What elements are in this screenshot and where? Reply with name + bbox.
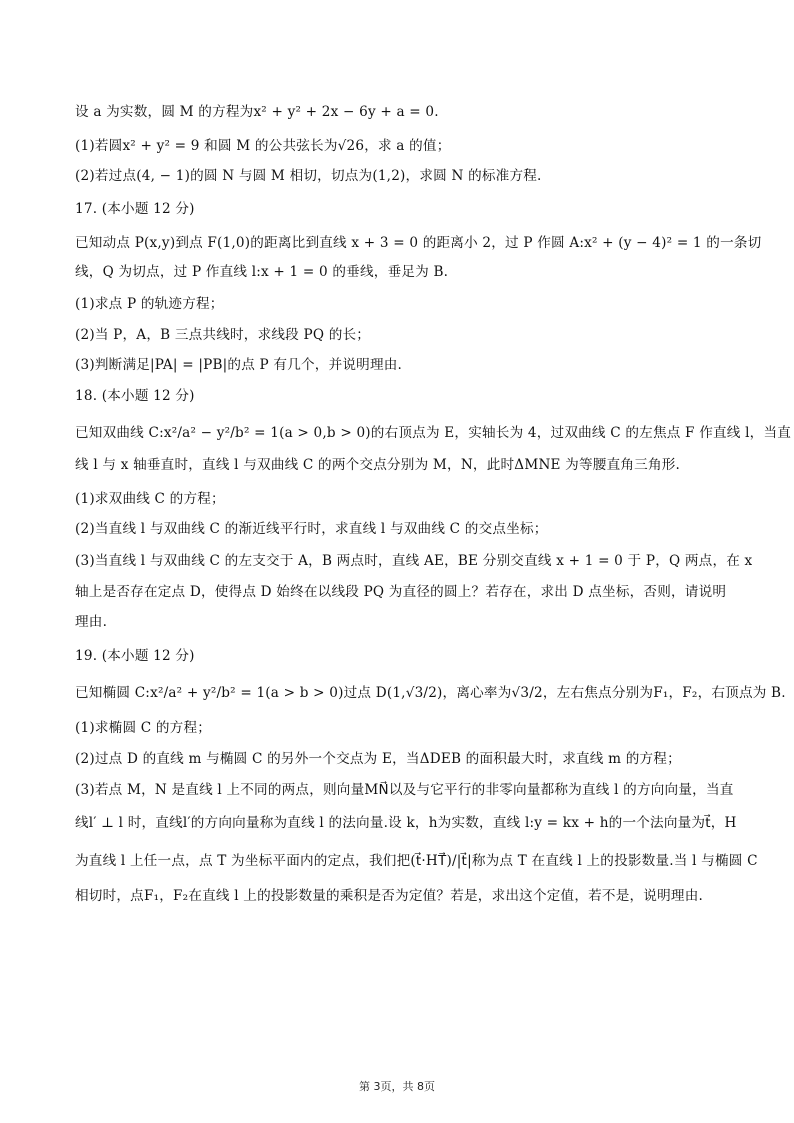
- p17-stem-line2: 线，Q 为切点，过 P 作直线 l:x + 1 = 0 的垂线，垂足为 B.: [75, 264, 449, 280]
- p18-stem-line1: 已知双曲线 C:x²/a² − y²/b² = 1(a > 0,b > 0)的右顶点为 E，实轴长为 4，过双曲线 C 的左焦点 F 作直线 l，当直: [75, 425, 792, 441]
- p19-stem: 已知椭圆 C:x²/a² + y²/b² = 1(a > b > 0)过点 D(1,√3/2)，离心率为√3/2，左右焦点分别为F₁，F₂，右顶点为 B.: [75, 685, 786, 701]
- p17-q2: (2)当 P，A，B 三点共线时，求线段 PQ 的长；: [75, 327, 371, 343]
- p17-header: 17. (本小题 12 分): [75, 201, 195, 217]
- p17-stem-line1: 已知动点 P(x,y)到点 F(1,0)的距离比到直线 x + 3 = 0 的距离小 2，过 P 作圆 A:x² + (y − 4)² = 1 的一条切: [75, 235, 762, 251]
- p18-q2: (2)当直线 l 与双曲线 C 的渐近线平行时，求直线 l 与双曲线 C 的交点坐标；: [75, 521, 548, 537]
- p16-q2: (2)若过点(4, − 1)的圆 N 与圆 M 相切，切点为(1,2)，求圆 N 的标准方程.: [75, 168, 542, 184]
- p17-q3: (3)判断满足|PA| = |PB|的点 P 有几个，并说明理由.: [75, 357, 403, 373]
- p18-q1: (1)求双曲线 C 的方程；: [75, 491, 225, 507]
- p19-header: 19. (本小题 12 分): [75, 648, 195, 664]
- p19-q1: (1)求椭圆 C 的方程；: [75, 720, 212, 736]
- p18-stem-line2: 线 l 与 x 轴垂直时，直线 l 与双曲线 C 的两个交点分别为 M，N，此时ΔMNE 为等腰直角三角形.: [75, 457, 681, 473]
- p18-header: 18. (本小题 12 分): [75, 388, 195, 404]
- p19-q3-line1: (3)若点 M，N 是直线 l 上不同的两点，则向量MN⃗以及与它平行的非零向量都称为直线 l 的方向向量，当直: [75, 782, 734, 798]
- p16-intro: 设 a 为实数，圆 M 的方程为x² + y² + 2x − 6y + a = 0.: [75, 104, 439, 120]
- p19-q2: (2)过点 D 的直线 m 与椭圆 C 的另外一个交点为 E，当ΔDEB 的面积最大时，求直线 m 的方程；: [75, 751, 681, 767]
- p19-q3-line2: 线l′ ⊥ l 时，直线l′的方向向量称为直线 l 的法向量.设 k，h为实数，直线 l:y = kx + h的一个法向量为t⃗，H: [75, 815, 737, 831]
- p18-q3-line3: 理由.: [75, 614, 108, 630]
- p17-q1: (1)求点 P 的轨迹方程；: [75, 296, 224, 312]
- p18-q3-line2: 轴上是否存在定点 D，使得点 D 始终在以线段 PQ 为直径的圆上？若存在，求出 D 点坐标，否则，请说明: [75, 584, 727, 600]
- p19-q3-line3: 为直线 l 上任一点，点 T 为坐标平面内的定点，我们把(t⃗·HT⃗)/|t⃗|称为点 T 在直线 l 上的投影数量.当 l 与椭圆 C: [75, 853, 758, 869]
- p16-q1: (1)若圆x² + y² = 9 和圆 M 的公共弦长为√26，求 a 的值；: [75, 138, 451, 154]
- p18-q3-line1: (3)当直线 l 与双曲线 C 的左支交于 A，B 两点时，直线 AE，BE 分别交直线 x + 1 = 0 于 P，Q 两点，在 x: [75, 553, 753, 569]
- page-footer: 第 3页，共 8页: [359, 1080, 435, 1093]
- p19-q3-line4: 相切时，点F₁，F₂在直线 l 上的投影数量的乘积是否为定值？若是，求出这个定值，若不是，说明理由.: [75, 888, 704, 904]
